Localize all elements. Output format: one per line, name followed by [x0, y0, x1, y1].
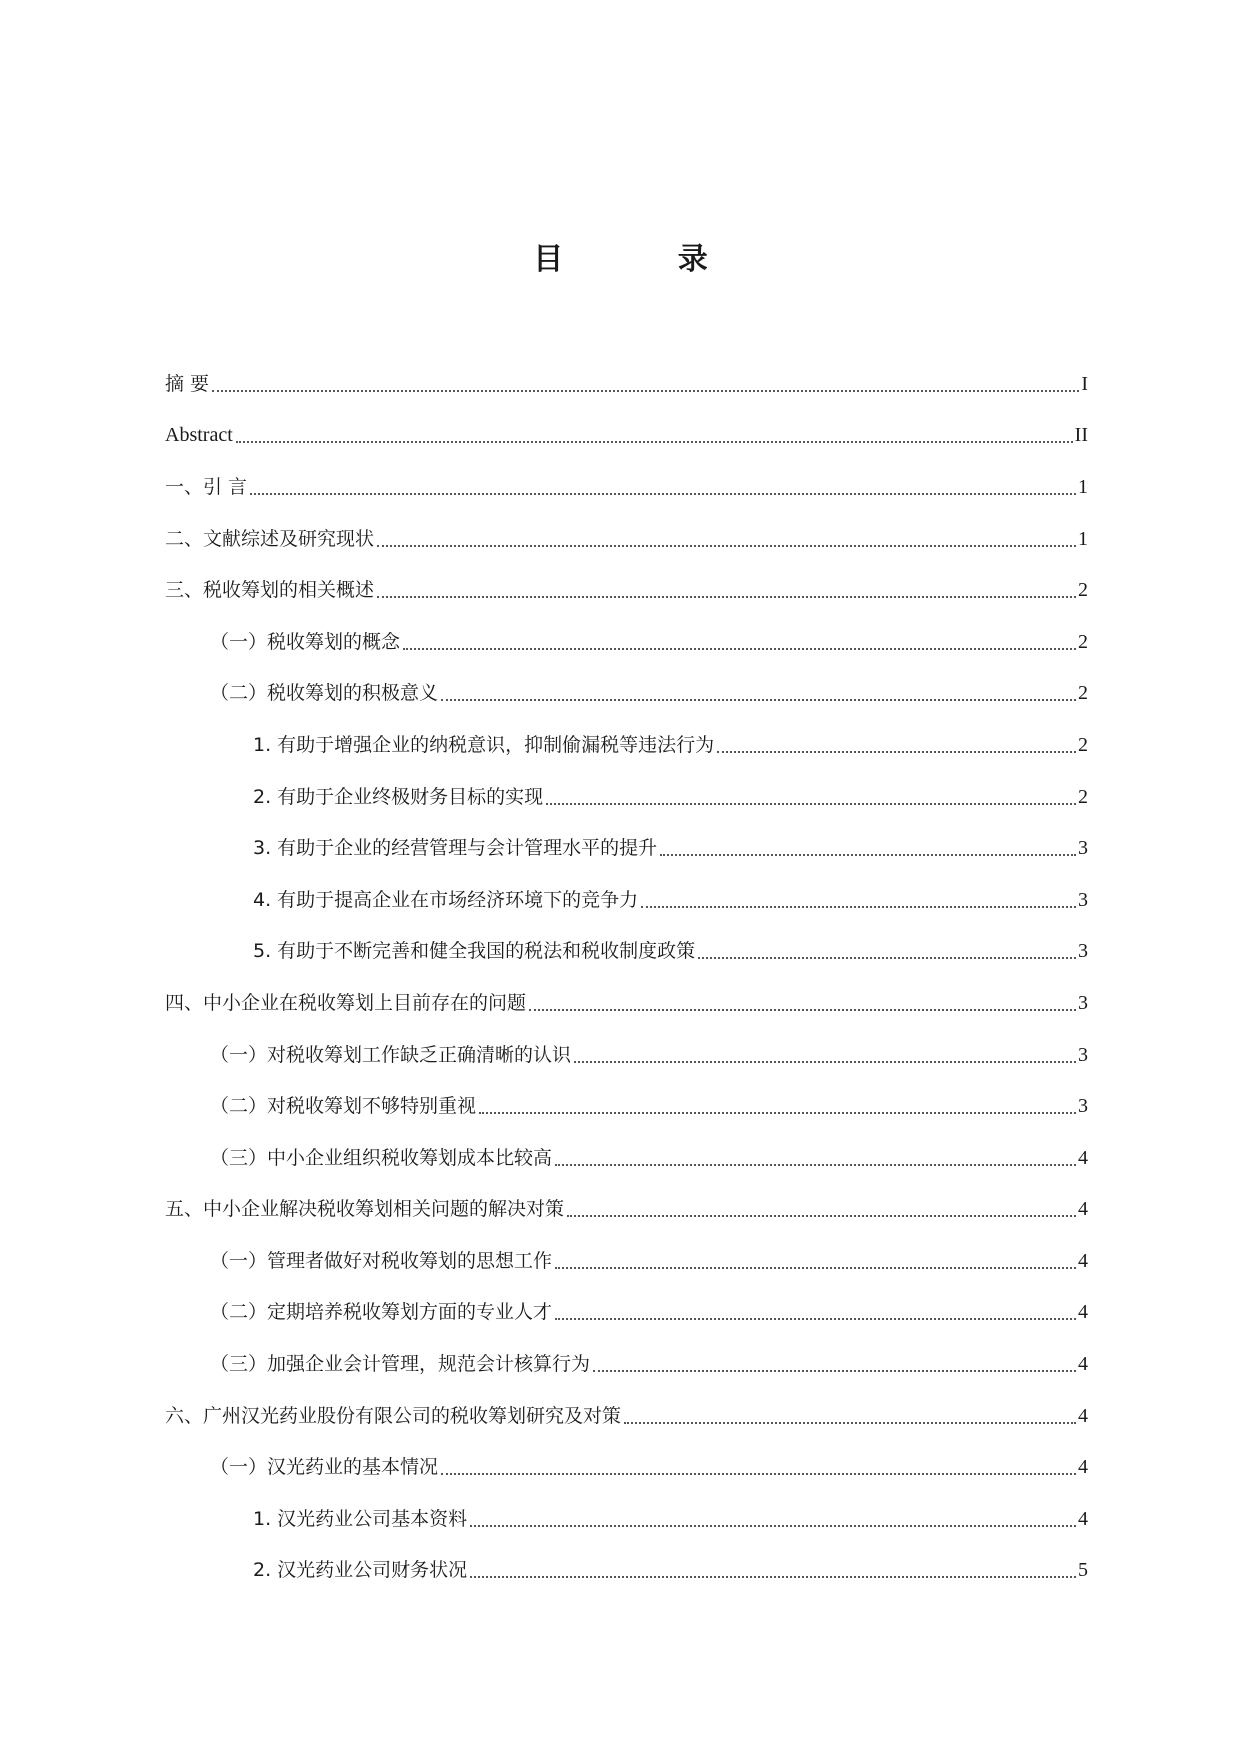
dot-leader	[641, 886, 1076, 908]
toc-entry-label: 三、税收筹划的相关概述	[165, 579, 375, 602]
toc-entry[interactable]	[0, 822, 1241, 874]
toc-entry[interactable]	[0, 668, 1241, 720]
dot-leader	[624, 1402, 1076, 1424]
dot-leader	[441, 679, 1076, 701]
toc-page-number: 3	[1078, 888, 1088, 911]
dot-leader	[574, 1041, 1076, 1063]
dot-leader	[593, 1350, 1076, 1372]
toc-entry[interactable]	[0, 1390, 1241, 1442]
toc-page-number: II	[1074, 424, 1088, 447]
toc-page-number: 2	[1078, 682, 1088, 705]
toc-entry-label: 1. 汉光药业公司基本资料	[253, 1507, 468, 1530]
dot-leader	[250, 473, 1076, 495]
toc-page-number: 4	[1078, 1249, 1088, 1272]
dot-leader	[555, 1247, 1076, 1269]
toc-entry[interactable]	[0, 1184, 1241, 1236]
toc-entry[interactable]	[0, 410, 1241, 462]
dot-leader	[377, 525, 1076, 547]
toc-entry[interactable]	[0, 1029, 1241, 1081]
toc-entry[interactable]	[0, 1287, 1241, 1339]
toc-entry-label: 一、引 言	[165, 475, 248, 498]
dot-leader	[377, 576, 1076, 598]
toc-page-number: 4	[1078, 1353, 1088, 1376]
toc-entry-label: （三）中小企业组织税收筹划成本比较高	[210, 1146, 553, 1169]
dot-leader	[441, 1453, 1076, 1475]
toc-entry[interactable]	[0, 616, 1241, 668]
toc-entry-label: （二）税收筹划的积极意义	[210, 682, 439, 705]
toc-entry[interactable]	[0, 461, 1241, 513]
toc-entry-label: 二、文献综述及研究现状	[165, 527, 375, 550]
dot-leader	[212, 370, 1079, 392]
toc-entry[interactable]	[0, 1441, 1241, 1493]
toc-entry-label: （二）定期培养税收筹划方面的专业人才	[210, 1301, 553, 1324]
toc-entry[interactable]	[0, 358, 1241, 410]
toc-entry[interactable]	[0, 926, 1241, 978]
toc-entry-label: 五、中小企业解决税收筹划相关问题的解决对策	[165, 1198, 565, 1221]
toc-entry-label: 1. 有助于增强企业的纳税意识，抑制偷漏税等违法行为	[253, 733, 715, 756]
toc-entry[interactable]	[0, 1080, 1241, 1132]
toc-page-number: 2	[1078, 630, 1088, 653]
dot-leader	[529, 989, 1076, 1011]
dot-leader	[470, 1556, 1076, 1578]
toc-entry-label: （一）税收筹划的概念	[210, 630, 401, 653]
toc-entry[interactable]	[0, 1338, 1241, 1390]
toc-entry-label: 2. 汉光药业公司财务状况	[253, 1559, 468, 1582]
toc-page-number: 3	[1078, 837, 1088, 860]
toc-entry[interactable]	[0, 1132, 1241, 1184]
toc-entry-label: 四、中小企业在税收筹划上目前存在的问题	[165, 991, 527, 1014]
toc-entry-label: 4. 有助于提高企业在市场经济环境下的竞争力	[253, 888, 639, 911]
toc-page-number: 3	[1078, 1095, 1088, 1118]
page-title: 目 录	[533, 242, 760, 277]
toc-entry-label: 3. 有助于企业的经营管理与会计管理水平的提升	[253, 837, 658, 860]
toc-entry[interactable]	[0, 1545, 1241, 1597]
toc-entry-label: （三）加强企业会计管理，规范会计核算行为	[210, 1353, 591, 1376]
dot-leader	[660, 834, 1076, 856]
toc-entry[interactable]	[0, 564, 1241, 616]
toc-page-number: 1	[1078, 475, 1088, 498]
toc-page-number: 2	[1078, 733, 1088, 756]
toc-entry[interactable]	[0, 513, 1241, 565]
dot-leader	[479, 1092, 1076, 1114]
toc-page-number: 2	[1078, 785, 1088, 808]
toc-page-number: 2	[1078, 579, 1088, 602]
toc-page-number: 3	[1078, 940, 1088, 963]
toc-entry[interactable]	[0, 719, 1241, 771]
toc-page-number: 4	[1078, 1198, 1088, 1221]
toc-page-number: 5	[1078, 1559, 1088, 1582]
toc-entry-label: （一）对税收筹划工作缺乏正确清晰的认识	[210, 1043, 572, 1066]
toc-entry-label: Abstract	[165, 424, 233, 447]
dot-leader	[567, 1195, 1076, 1217]
toc-entry-label: 摘 要	[165, 372, 210, 395]
toc-page-number: 1	[1078, 527, 1088, 550]
toc-entry[interactable]	[0, 1493, 1241, 1545]
toc-entry-label: （一）汉光药业的基本情况	[210, 1456, 439, 1479]
dot-leader	[698, 937, 1076, 959]
toc-entry[interactable]	[0, 771, 1241, 823]
dot-leader	[470, 1505, 1076, 1527]
toc-entry[interactable]	[0, 977, 1241, 1029]
dot-leader	[546, 783, 1076, 805]
toc-page-number: 4	[1078, 1146, 1088, 1169]
toc-page-number: 3	[1078, 991, 1088, 1014]
toc-entry-label: （一）管理者做好对税收筹划的思想工作	[210, 1249, 553, 1272]
dot-leader	[555, 1298, 1076, 1320]
dot-leader	[717, 731, 1076, 753]
toc-page-number: 3	[1078, 1043, 1088, 1066]
toc-page-number: 4	[1078, 1507, 1088, 1530]
toc-entry[interactable]	[0, 1235, 1241, 1287]
toc-entry-label: 六、广州汉光药业股份有限公司的税收筹划研究及对策	[165, 1404, 622, 1427]
toc-page-number: 4	[1078, 1456, 1088, 1479]
toc-page-number: I	[1081, 372, 1088, 395]
toc-page-number: 4	[1078, 1404, 1088, 1427]
dot-leader	[555, 1144, 1076, 1166]
toc-page-number: 4	[1078, 1301, 1088, 1324]
toc-entry-label: 5. 有助于不断完善和健全我国的税法和税收制度政策	[253, 940, 696, 963]
toc-entry[interactable]	[0, 874, 1241, 926]
toc-entry-label: 2. 有助于企业终极财务目标的实现	[253, 785, 544, 808]
table-of-contents	[0, 358, 1241, 1596]
toc-entry-label: （二）对税收筹划不够特别重视	[210, 1095, 477, 1118]
dot-leader	[236, 421, 1073, 443]
dot-leader	[403, 628, 1076, 650]
